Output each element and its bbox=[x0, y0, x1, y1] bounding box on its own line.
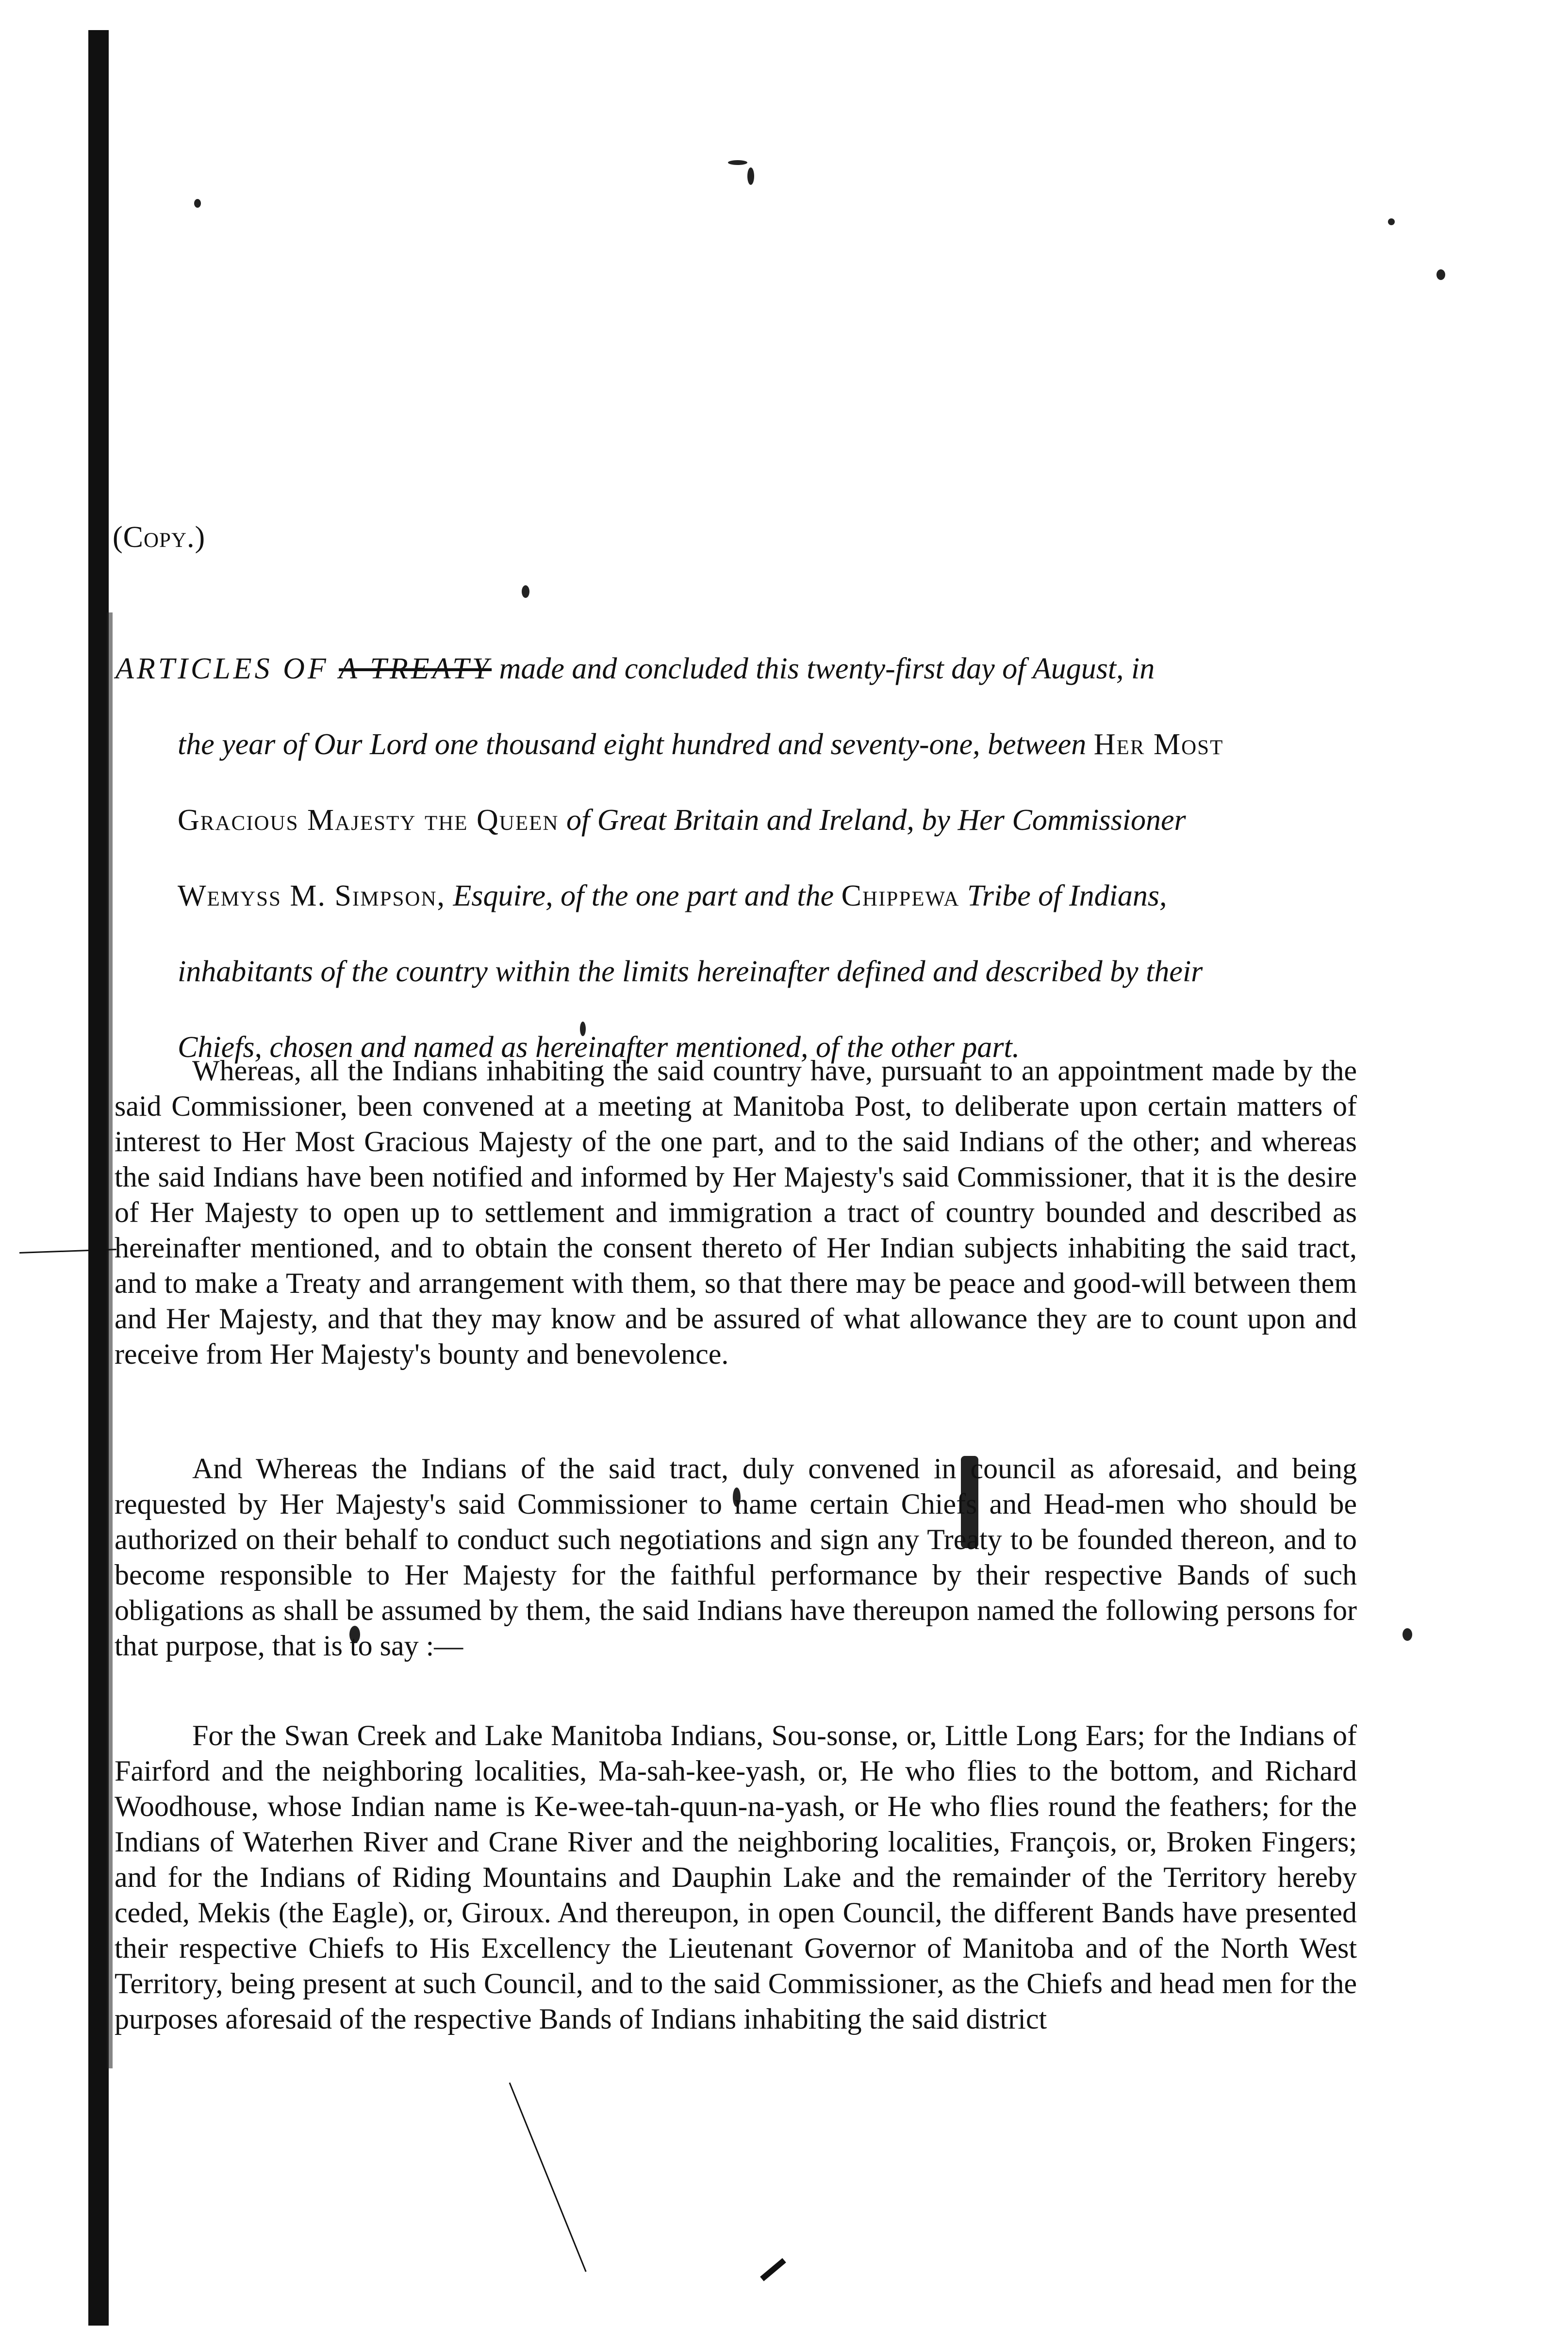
heading-line bbox=[116, 858, 1358, 934]
heading-text: Wemyss M. Simpson, bbox=[178, 879, 446, 912]
scan-speck bbox=[1436, 269, 1445, 280]
heading-line bbox=[116, 934, 1358, 1009]
paragraph-whereas bbox=[115, 1053, 1357, 1372]
paragraph-chiefs-named bbox=[115, 1718, 1357, 2037]
stray-pen-mark bbox=[509, 2082, 587, 2272]
heading-line bbox=[116, 631, 1358, 707]
scan-speck bbox=[522, 585, 529, 598]
heading-text: of Great Britain and Ireland, by Her Commissioner bbox=[559, 804, 1186, 837]
copy-label: (Copy.) bbox=[113, 521, 206, 554]
heading-text: ARTICLES OF bbox=[116, 652, 339, 685]
scan-speck bbox=[1388, 218, 1395, 225]
scan-speck bbox=[747, 167, 754, 185]
paragraph-and-whereas bbox=[115, 1451, 1357, 1664]
paragraph-text: And Whereas the Indians of the said tract, duly convened in council as aforesaid, and being requested by Her Majesty's said Commissioner to name certain Chiefs and Head-men who should be authorized on their behalf to conduct such negotiations and sign any Treaty to be founded thereon, and to become responsible to Her Majesty for the faithful performance by their respective Bands of such obligations as shall be assumed by them, the said Indians have thereupon named the following persons for that purpose, that is to say :— bbox=[115, 1453, 1357, 1662]
heading-text: Gracious Majesty the Queen bbox=[178, 804, 559, 837]
treaty-heading bbox=[116, 631, 1358, 1085]
heading-text: Esquire, of the one part and the bbox=[446, 879, 842, 912]
scan-speck bbox=[728, 160, 747, 165]
heading-text: Her Most bbox=[1093, 728, 1224, 761]
heading-text: the year of Our Lord one thousand eight hundred and seventy-one, between bbox=[178, 728, 1094, 761]
stray-pen-mark bbox=[760, 2258, 786, 2281]
heading-text: inhabitants of the country within the limits hereinafter defined and described by their bbox=[178, 955, 1203, 988]
paragraph-text: Whereas, all the Indians inhabiting the said country have, pursuant to an appointment made by the said Commissioner, been convened at a meeting at Manitoba Post, to deliberate upon certain matters of interest to Her Most Gracious Majesty of the one part, and to the said Indians of the other; and whereas the said Indians have been notified and informed by Her Majesty's said Commissioner, that it is the desire of Her Majesty to open up to settlement and immigration a tract of country bounded and described as hereinafter mentioned, and to obtain the consent thereto of Her Indian subjects inhabiting the said tract, and to make a Treaty and arrangement with them, so that there may be peace and good-will between them and Her Majesty, and that they may know and be assured of what allowance they are to count upon and receive from Her Majesty's bounty and benevolence. bbox=[115, 1055, 1357, 1370]
heading-line bbox=[116, 782, 1358, 858]
heading-text: Chippewa bbox=[841, 879, 960, 912]
scan-speck bbox=[1403, 1628, 1412, 1641]
scan-speck bbox=[194, 199, 201, 208]
heading-text: Tribe of Indians, bbox=[959, 879, 1167, 912]
heading-text: A TREATY bbox=[339, 652, 492, 685]
heading-text: Chiefs, chosen and named as hereinafter mentioned, of the other part. bbox=[178, 1031, 1020, 1064]
margin-binding-bar bbox=[88, 30, 109, 2326]
heading-line bbox=[116, 707, 1358, 782]
paragraph-text: For the Swan Creek and Lake Manitoba Indians, Sou-sonse, or, Little Long Ears; for the Indians of Fairford and the neighboring localities, Ma-sah-kee-yash, or, He who flies to the bottom, and Richard Woodhouse, whose Indian name is Ke-wee-tah-quun-na-yash, or He who flies round the feathers; for the Indians of Waterhen River and Crane River and the neighboring localities, François, or, Broken Fingers; and for the Indians of Riding Mountains and Dauphin Lake and the remainder of the Territory hereby ceded, Mekis (the Eagle), or, Giroux. And thereupon, in open Council, the different Bands have presented their respective Chiefs to His Excellency the Lieutenant Governor of Manitoba and of the North West Territory, being present at such Council, and to the said Commissioner, as the Chiefs and head men for the purposes aforesaid of the respective Bands of Indians inhabiting the said district bbox=[115, 1719, 1357, 2035]
heading-text: made and concluded this twenty-first day of August, in bbox=[492, 652, 1155, 685]
